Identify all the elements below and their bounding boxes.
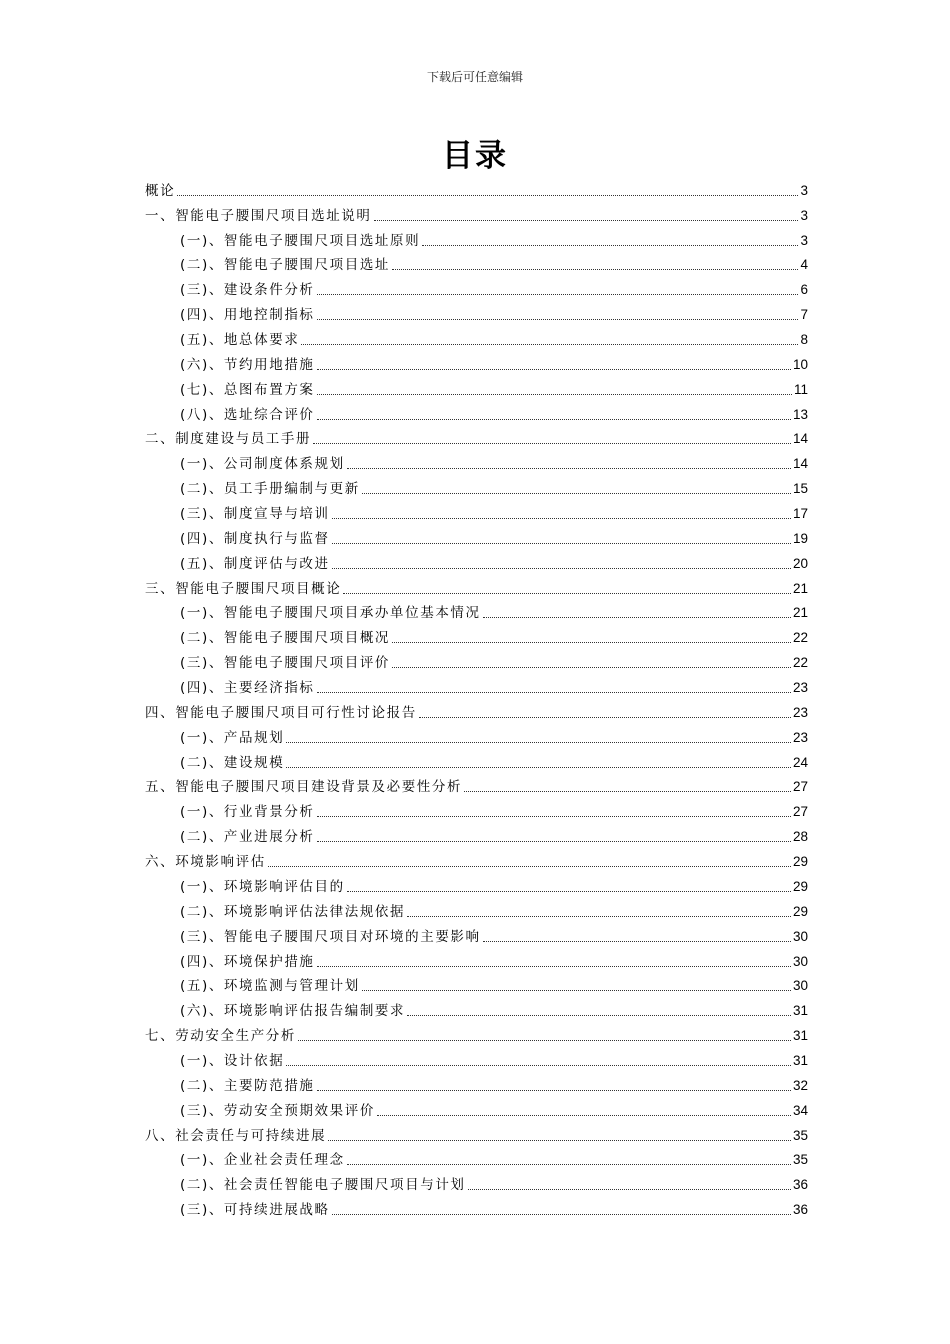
toc-entry-page: 13 — [792, 406, 808, 422]
toc-entry-label: 三、智能电子腰围尺项目概论 — [145, 580, 342, 597]
toc-entry[interactable] — [145, 921, 808, 946]
toc-entry-page: 32 — [792, 1077, 808, 1093]
dot-leader — [317, 1089, 791, 1091]
toc-entry-label: (三)、建设条件分析 — [180, 282, 315, 299]
toc-entry[interactable] — [145, 1045, 808, 1070]
dot-leader — [298, 1039, 791, 1041]
toc-entry[interactable] — [145, 548, 808, 573]
toc-entry-page: 3 — [800, 207, 808, 223]
toc-entry-page: 31 — [792, 1003, 808, 1019]
toc-entry[interactable] — [145, 399, 808, 424]
toc-entry-page: 29 — [792, 854, 808, 870]
page-title: 目录 — [442, 138, 508, 174]
toc-entry-page: 8 — [800, 332, 808, 348]
toc-entry-label: (一)、产品规划 — [180, 729, 285, 746]
toc-entry[interactable] — [145, 1145, 808, 1170]
toc-entry-page: 29 — [792, 903, 808, 919]
dot-leader — [317, 368, 791, 370]
toc-entry-label: (二)、建设规模 — [180, 754, 285, 771]
toc-entry[interactable] — [145, 772, 808, 797]
dot-leader — [483, 616, 791, 618]
toc-entry[interactable] — [145, 299, 808, 324]
toc-entry-page: 28 — [792, 829, 808, 845]
toc-entry[interactable] — [145, 722, 808, 747]
toc-entry-page: 35 — [792, 1152, 808, 1168]
dot-leader — [343, 592, 791, 594]
toc-entry[interactable] — [145, 598, 808, 623]
toc-entry-label: 七、劳动安全生产分析 — [145, 1028, 296, 1045]
dot-leader — [483, 940, 791, 942]
dot-leader — [317, 418, 791, 420]
toc-entry-page: 22 — [792, 655, 808, 671]
toc-entry-label: (二)、产业进展分析 — [180, 829, 315, 846]
toc-entry[interactable] — [145, 1194, 808, 1219]
toc-entry[interactable] — [145, 1020, 808, 1045]
toc-entry[interactable] — [145, 896, 808, 921]
toc-entry[interactable] — [145, 946, 808, 971]
toc-entry-label: (二)、环境影响评估法律法规依据 — [180, 903, 406, 920]
toc-entry[interactable] — [145, 473, 808, 498]
toc-entry-label: (二)、智能电子腰围尺项目概况 — [180, 630, 391, 647]
toc-entry-label: (三)、可持续进展战略 — [180, 1202, 330, 1219]
toc-entry-page: 23 — [792, 729, 808, 745]
toc-entry[interactable] — [145, 1169, 808, 1194]
toc-entry-page: 31 — [792, 1052, 808, 1068]
toc-entry[interactable] — [145, 871, 808, 896]
toc-entry-page: 14 — [792, 431, 808, 447]
toc-entry-page: 36 — [792, 1177, 808, 1193]
toc-entry-label: (一)、智能电子腰围尺项目选址原则 — [180, 232, 421, 249]
toc-entry-label: (四)、环境保护措施 — [180, 953, 315, 970]
toc-entry-label: (二)、主要防范措施 — [180, 1077, 315, 1094]
toc-entry-page: 24 — [792, 754, 808, 770]
toc-entry-page: 14 — [792, 456, 808, 472]
dot-leader — [317, 691, 791, 693]
toc-entry-label: (二)、员工手册编制与更新 — [180, 481, 360, 498]
toc-entry-label: (二)、智能电子腰围尺项目选址 — [180, 257, 391, 274]
toc-entry[interactable] — [145, 274, 808, 299]
toc-entry-page: 4 — [800, 257, 808, 273]
toc-entry-label: (一)、行业背景分析 — [180, 804, 315, 821]
toc-entry-label: 二、制度建设与员工手册 — [145, 431, 312, 448]
toc-entry-label: 一、智能电子腰围尺项目选址说明 — [145, 207, 372, 224]
toc-entry[interactable] — [145, 175, 808, 200]
dot-leader — [407, 915, 791, 917]
dot-leader — [313, 442, 791, 444]
dot-leader — [317, 293, 799, 295]
toc-entry-label: (三)、劳动安全预期效果评价 — [180, 1102, 375, 1119]
toc-entry-page: 23 — [792, 680, 808, 696]
dot-leader — [317, 965, 791, 967]
toc-entry-label: (三)、智能电子腰围尺项目对环境的主要影响 — [180, 928, 481, 945]
toc-entry[interactable] — [145, 225, 808, 250]
toc-entry-page: 3 — [800, 232, 808, 248]
toc-entry-page: 11 — [793, 381, 808, 397]
toc-entry[interactable] — [145, 971, 808, 996]
toc-entry-label: (五)、制度评估与改进 — [180, 555, 330, 572]
toc-entry-page: 31 — [792, 1028, 808, 1044]
toc-entry[interactable] — [145, 647, 808, 672]
dot-leader — [332, 542, 791, 544]
toc-entry-page: 34 — [792, 1102, 808, 1118]
dot-leader — [419, 716, 791, 718]
toc-entry[interactable] — [145, 523, 808, 548]
toc-entry-label: (一)、智能电子腰围尺项目承办单位基本情况 — [180, 605, 481, 622]
toc-entry[interactable] — [145, 1095, 808, 1120]
toc-entry-page: 30 — [792, 978, 808, 994]
toc-entry-label: (一)、企业社会责任理念 — [180, 1152, 345, 1169]
dot-leader — [268, 865, 791, 867]
toc-entry-label: (四)、用地控制指标 — [180, 307, 315, 324]
toc-entry[interactable] — [145, 796, 808, 821]
dot-leader — [468, 1188, 791, 1190]
toc-entry-label: (三)、制度宣导与培训 — [180, 506, 330, 523]
toc-entry-page: 3 — [800, 182, 808, 198]
toc-entry-page: 15 — [792, 481, 808, 497]
toc-entry-label: (五)、环境监测与管理计划 — [180, 978, 360, 995]
toc-entry[interactable] — [145, 448, 808, 473]
toc-entry[interactable] — [145, 747, 808, 772]
dot-leader — [317, 393, 792, 395]
dot-leader — [422, 244, 798, 246]
toc-entry-page: 30 — [792, 953, 808, 969]
toc-entry-page: 35 — [792, 1127, 808, 1143]
toc-entry-label: (二)、社会责任智能电子腰围尺项目与计划 — [180, 1177, 466, 1194]
toc-entry-label: (一)、设计依据 — [180, 1052, 285, 1069]
toc-entry-page: 20 — [792, 555, 808, 571]
dot-leader — [332, 517, 791, 519]
toc-entry[interactable] — [145, 697, 808, 722]
dot-leader — [286, 1064, 791, 1066]
toc-entry-page: 30 — [792, 928, 808, 944]
toc-entry-label: (五)、地总体要求 — [180, 332, 300, 349]
toc-entry[interactable] — [145, 374, 808, 399]
dot-leader — [392, 268, 798, 270]
dot-leader — [362, 989, 791, 991]
toc-entry-label: 六、环境影响评估 — [145, 854, 266, 871]
toc-entry-label: 五、智能电子腰围尺项目建设背景及必要性分析 — [145, 779, 463, 796]
toc-entry[interactable] — [145, 200, 808, 225]
toc-entry-label: 四、智能电子腰围尺项目可行性讨论报告 — [145, 704, 417, 721]
dot-leader — [464, 790, 791, 792]
toc-entry-label: (一)、环境影响评估目的 — [180, 878, 345, 895]
toc-entry[interactable] — [145, 573, 808, 598]
toc-entry-page: 23 — [792, 704, 808, 720]
page-header: 下载后可任意编辑 — [426, 70, 523, 84]
dot-leader — [347, 467, 791, 469]
dot-leader — [392, 666, 791, 668]
toc-entry-label: (六)、节约用地措施 — [180, 356, 315, 373]
dot-leader — [347, 890, 791, 892]
dot-leader — [286, 741, 791, 743]
toc-entry-page: 6 — [800, 282, 808, 298]
toc-entry-page: 19 — [792, 530, 808, 546]
dot-leader — [317, 840, 791, 842]
toc-entry-label: 概论 — [145, 182, 176, 199]
toc-entry-page: 27 — [792, 804, 808, 820]
dot-leader — [177, 194, 798, 196]
toc-entry[interactable] — [145, 424, 808, 449]
toc-entry-label: (四)、制度执行与监督 — [180, 530, 330, 547]
toc-entry-label: (三)、智能电子腰围尺项目评价 — [180, 655, 391, 672]
dot-leader — [377, 1114, 791, 1116]
toc-entry-page: 21 — [792, 580, 808, 596]
toc-entry-label: (六)、环境影响评估报告编制要求 — [180, 1003, 406, 1020]
table-of-contents — [145, 175, 808, 1219]
toc-entry-page: 21 — [792, 605, 808, 621]
dot-leader — [362, 492, 791, 494]
toc-entry[interactable] — [145, 1070, 808, 1095]
dot-leader — [392, 641, 791, 643]
toc-entry-label: (八)、选址综合评价 — [180, 406, 315, 423]
dot-leader — [317, 318, 799, 320]
dot-leader — [374, 219, 799, 221]
dot-leader — [317, 815, 791, 817]
toc-entry-page: 17 — [792, 506, 808, 522]
toc-entry-page: 7 — [800, 307, 808, 323]
toc-entry-page: 27 — [792, 779, 808, 795]
toc-entry[interactable] — [145, 1120, 808, 1145]
dot-leader — [407, 1014, 791, 1016]
dot-leader — [301, 343, 798, 345]
dot-leader — [332, 1213, 791, 1215]
toc-entry[interactable] — [145, 821, 808, 846]
dot-leader — [332, 567, 791, 569]
toc-entry-label: (四)、主要经济指标 — [180, 680, 315, 697]
dot-leader — [328, 1139, 791, 1141]
toc-entry[interactable] — [145, 672, 808, 697]
toc-entry[interactable] — [145, 324, 808, 349]
toc-entry[interactable] — [145, 622, 808, 647]
toc-entry-page: 36 — [792, 1202, 808, 1218]
toc-entry-page: 29 — [792, 878, 808, 894]
toc-entry[interactable] — [145, 250, 808, 275]
toc-entry-page: 22 — [792, 630, 808, 646]
toc-entry[interactable] — [145, 995, 808, 1020]
toc-entry-label: 八、社会责任与可持续进展 — [145, 1127, 327, 1144]
dot-leader — [347, 1163, 791, 1165]
toc-entry-page: 10 — [792, 356, 808, 372]
toc-entry[interactable] — [145, 498, 808, 523]
toc-entry-label: (七)、总图布置方案 — [180, 381, 315, 398]
toc-entry-label: (一)、公司制度体系规划 — [180, 456, 345, 473]
toc-entry[interactable] — [145, 349, 808, 374]
toc-entry[interactable] — [145, 846, 808, 871]
dot-leader — [286, 766, 791, 768]
